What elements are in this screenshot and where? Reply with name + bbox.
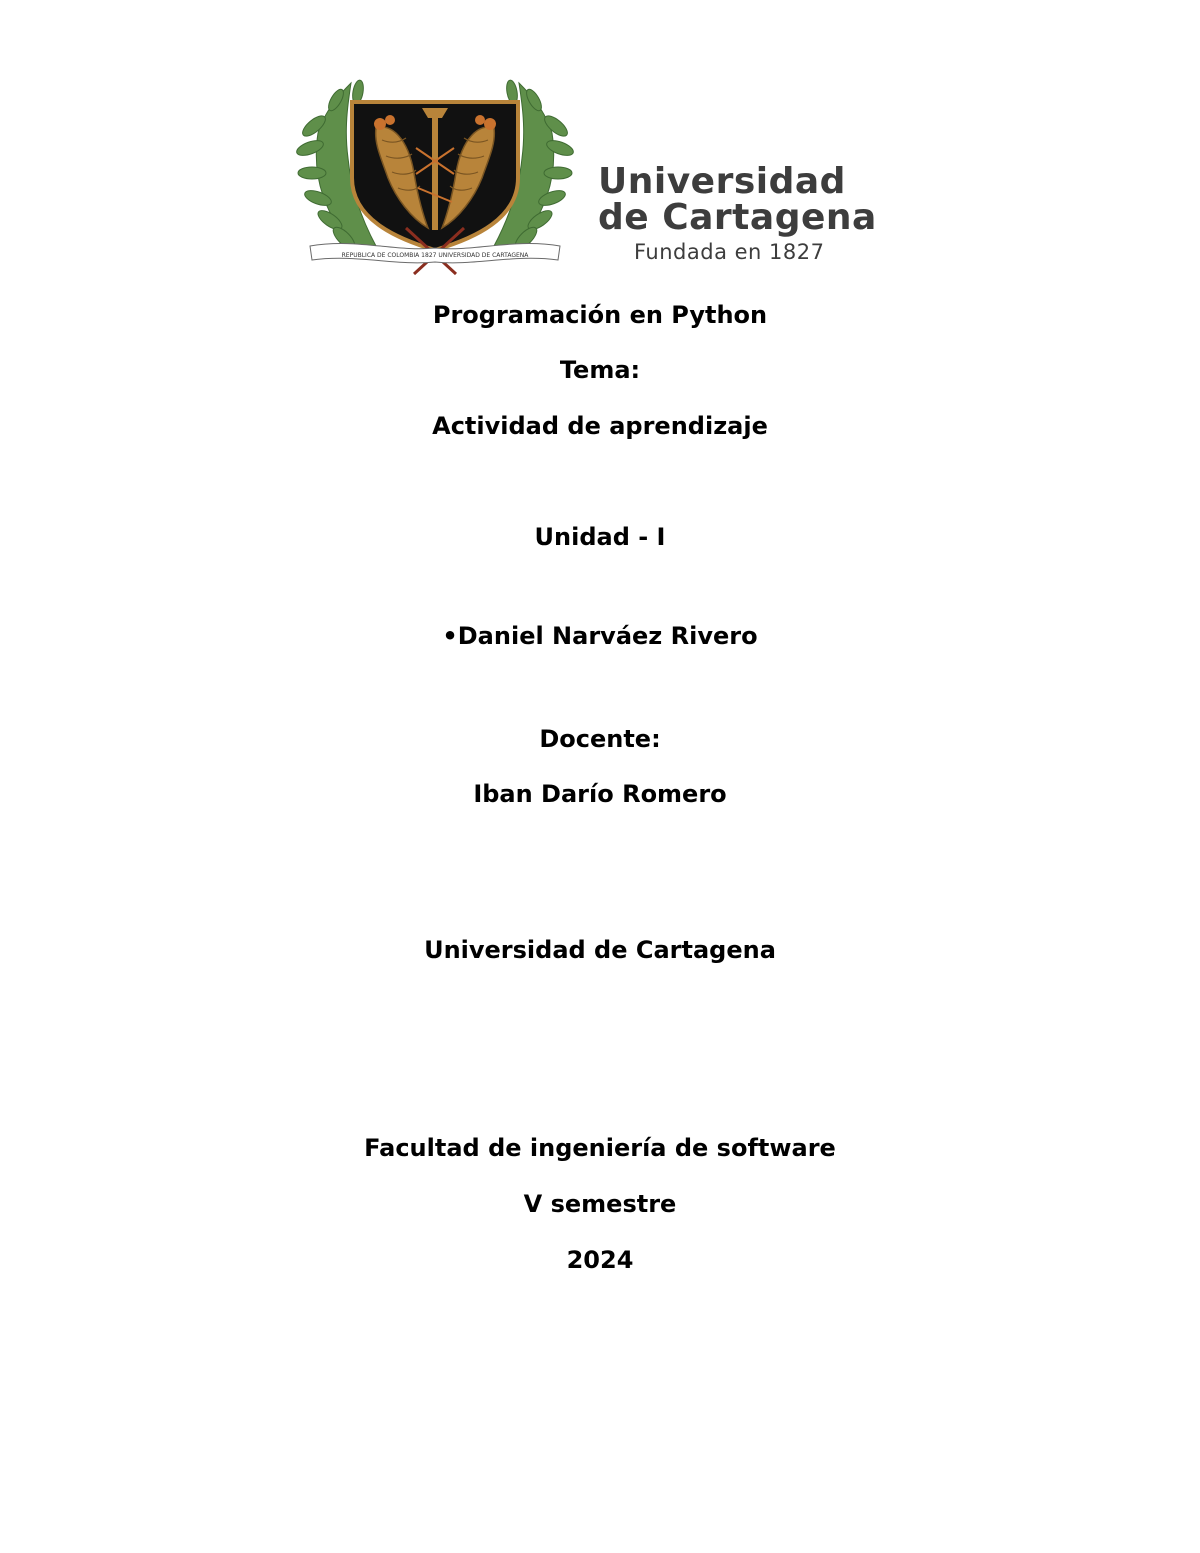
wordmark-founded: Fundada en 1827 (634, 240, 825, 264)
teacher-name: Iban Darío Romero (473, 780, 727, 808)
unit-label: Unidad - I (534, 523, 666, 551)
course-title: Programación en Python (432, 301, 768, 329)
university-wordmark (598, 161, 908, 264)
university-name: Universidad de Cartagena (424, 936, 776, 964)
faculty-name: Facultad de ingeniería de software (364, 1134, 836, 1162)
wordmark-line-2: de Cartagena (598, 197, 877, 238)
university-logo (296, 78, 906, 278)
university-crest-icon (296, 78, 574, 276)
semester: V semestre (523, 1190, 677, 1218)
wordmark-line-1: Universidad (598, 161, 846, 202)
teacher-label: Docente: (539, 725, 661, 753)
ribbon-text: REPUBLICA DE COLOMBIA 1827 UNIVERSIDAD DE CARTAGENA (341, 252, 529, 259)
topic-label: Tema: (559, 356, 641, 384)
topic-title: Actividad de aprendizaje (432, 412, 768, 440)
student-name: •Daniel Narváez Rivero (442, 622, 758, 650)
year: 2024 (566, 1246, 634, 1274)
